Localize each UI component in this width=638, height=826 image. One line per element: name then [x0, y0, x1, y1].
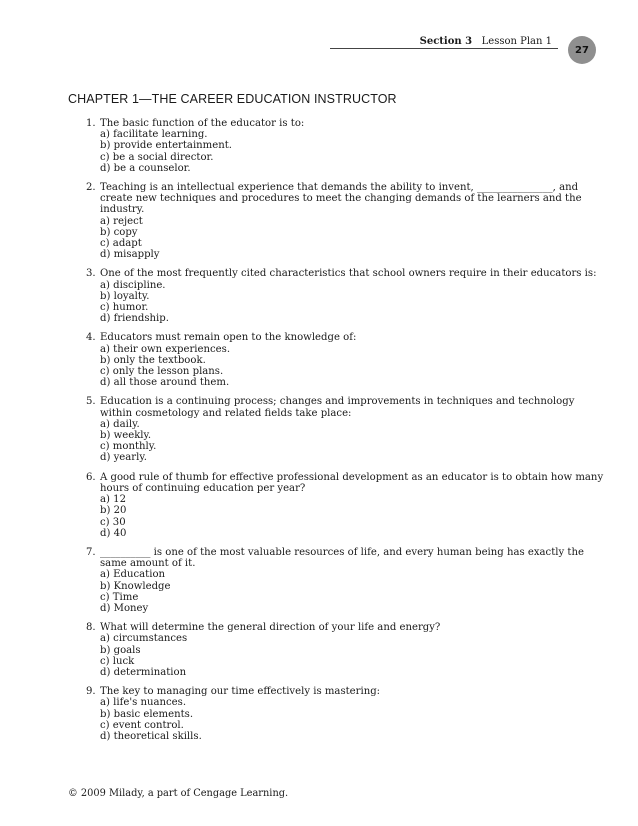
answer-option-a: a) their own experiences. — [100, 343, 231, 355]
answer-option-c: c) luck — [100, 655, 135, 667]
question-stem: __________ is one of the most valuable resources of life, and every human being has exactly the same amount of it. — [100, 546, 584, 570]
question-9 — [68, 686, 608, 742]
question-number: 9. — [86, 686, 96, 698]
question-stem: Teaching is an intellectual experience that demands the ability to invent, _______________, and create new techniques and procedures to meet the changing demands of the learners and the industry. — [100, 182, 582, 216]
question-stem: What will determine the general direction of your life and energy? — [100, 622, 441, 634]
chapter-title: CHAPTER 1—THE CAREER EDUCATION INSTRUCTOR — [68, 92, 397, 106]
page-number-badge: 27 — [568, 36, 596, 64]
question-6 — [68, 472, 608, 539]
question-7 — [68, 547, 608, 614]
question-list — [68, 118, 608, 750]
answer-option-d: d) 40 — [100, 527, 127, 539]
answer-option-c: c) Time — [100, 591, 139, 603]
answer-option-c: c) humor. — [100, 302, 149, 314]
answer-option-d: d) be a counselor. — [100, 162, 191, 174]
header-text — [420, 36, 552, 48]
question-stem: Educators must remain open to the knowledge of: — [100, 332, 357, 344]
question-4 — [68, 332, 608, 388]
answer-option-a: a) discipline. — [100, 279, 166, 291]
answer-option-c: c) monthly. — [100, 441, 157, 453]
answer-option-d: d) Money — [100, 602, 149, 614]
answer-option-a: a) life's nuances. — [100, 697, 187, 709]
question-8 — [68, 622, 608, 678]
question-stem: The basic function of the educator is to: — [100, 118, 305, 129]
answer-option-a: a) circumstances — [100, 633, 188, 645]
answer-option-b: b) weekly. — [100, 430, 152, 442]
question-1 — [68, 118, 608, 174]
answer-option-d: d) all those around them. — [100, 377, 230, 389]
answer-option-c: c) adapt — [100, 238, 142, 250]
answer-option-b: b) loyalty. — [100, 290, 150, 302]
answer-option-b: b) goals — [100, 644, 141, 656]
question-2 — [68, 182, 608, 260]
answer-option-a: a) daily. — [100, 418, 140, 430]
question-stem: A good rule of thumb for effective professional development as an educator is to obtain how many hours of continuing education per year? — [100, 471, 604, 494]
answer-option-c: c) event control. — [100, 719, 184, 731]
answer-option-c: c) only the lesson plans. — [100, 366, 224, 378]
answer-option-a: a) reject — [100, 215, 143, 227]
question-stem: One of the most frequently cited characteristics that school owners require in their educators is: — [100, 268, 597, 280]
answer-option-b: b) copy — [100, 226, 138, 238]
answer-option-b: b) basic elements. — [100, 708, 194, 720]
question-number: 3. — [86, 268, 96, 280]
answer-option-b: b) 20 — [100, 505, 127, 517]
copyright-footer: © 2009 Milady, a part of Cengage Learning. — [68, 788, 289, 799]
answer-option-d: d) misapply — [100, 249, 160, 261]
answer-option-d: d) friendship. — [100, 313, 169, 325]
answer-option-d: d) theoretical skills. — [100, 730, 202, 742]
answer-option-b: b) Knowledge — [100, 580, 171, 592]
question-number: 1. — [86, 118, 96, 129]
question-number: 4. — [86, 332, 96, 344]
question-3 — [68, 268, 608, 324]
question-number: 5. — [86, 396, 96, 408]
answer-option-a: a) facilitate learning. — [100, 129, 208, 141]
header-section: Section 3 — [419, 36, 473, 47]
question-number: 8. — [86, 622, 96, 634]
question-number: 7. — [86, 546, 96, 558]
answer-option-a: a) Education — [100, 569, 166, 581]
question-number: 6. — [86, 471, 96, 483]
answer-option-c: c) 30 — [100, 516, 126, 528]
question-stem: Education is a continuing process; changes and improvements in techniques and technology within cosmetology and related fields take place: — [100, 396, 575, 419]
answer-option-d: d) determination — [100, 666, 187, 678]
question-5 — [68, 396, 608, 463]
question-number: 2. — [86, 182, 96, 194]
answer-option-c: c) be a social director. — [100, 151, 214, 163]
header-lesson: Lesson Plan 1 — [481, 36, 552, 47]
answer-option-a: a) 12 — [100, 494, 127, 506]
answer-option-d: d) yearly. — [100, 452, 147, 464]
question-stem: The key to managing our time effectively is mastering: — [100, 686, 381, 698]
running-header — [330, 36, 558, 49]
answer-option-b: b) only the textbook. — [100, 354, 206, 366]
answer-option-b: b) provide entertainment. — [100, 140, 232, 152]
